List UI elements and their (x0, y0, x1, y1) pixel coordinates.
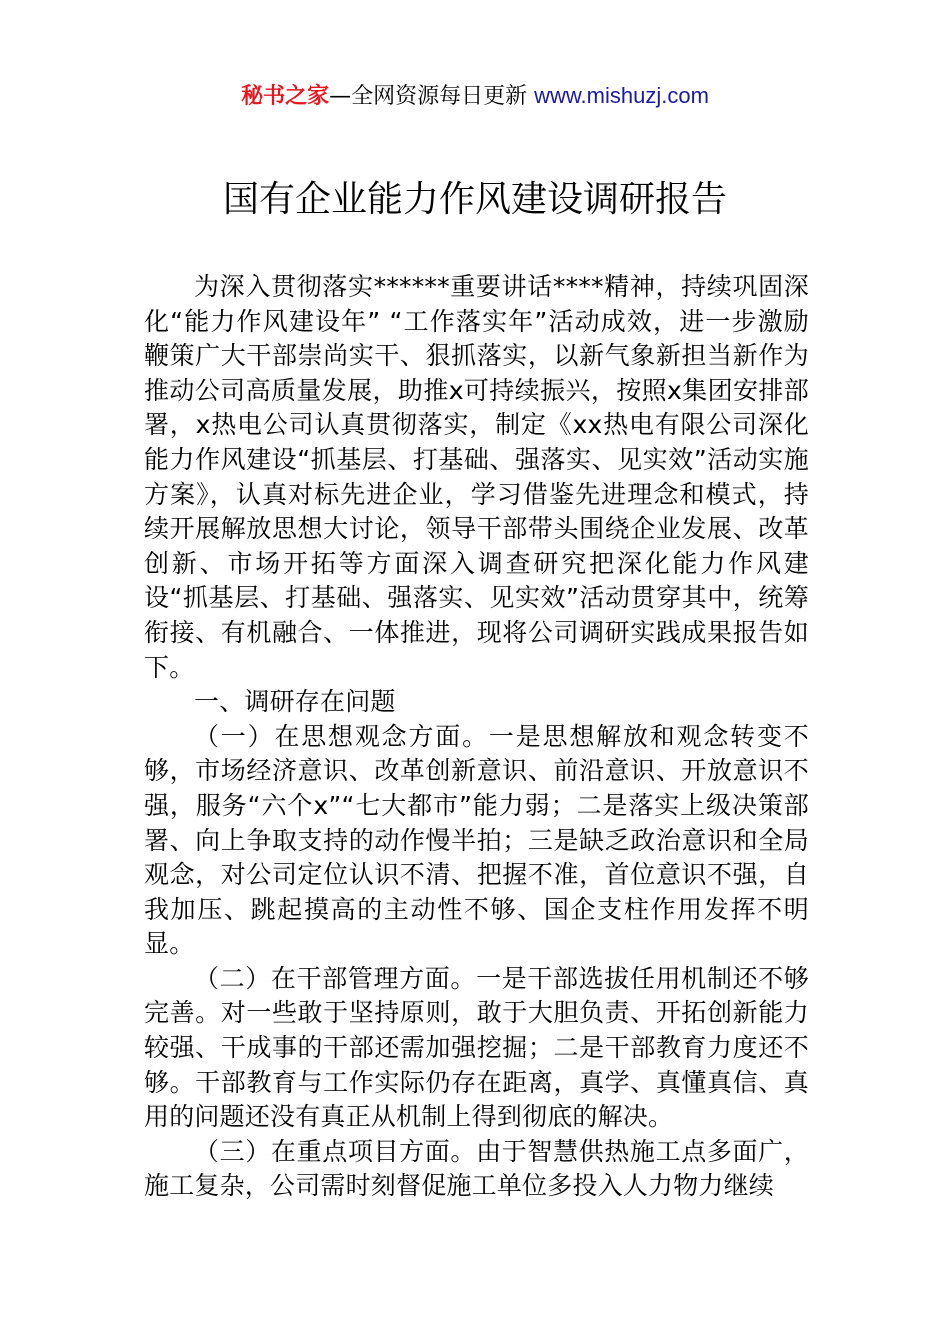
paragraph-cadre-management: （二）在干部管理方面。一是干部选拔任用机制还不够完善。对一些敢于坚持原则，敢于大胆负责、开拓创新能力较强、干成事的干部还需加强挖掘；二是干部教育力度还不够。干部教育与工作实际仍存在距离，真学、真懂真信、真用的问题还没有真正从机制上得到彻底的解决。 (144, 963, 809, 1132)
paragraph-key-projects: （三）在重点项目方面。由于智慧供热施工点多面广，施工复杂，公司需时刻督促施工单位多投入人力物力继续 (144, 1136, 809, 1201)
paragraph-intro: 为深入贯彻落实******重要讲话****精神，持续巩固深化“能力作风建设年” “工作落实年”活动成效，进一步激励鞭策广大干部崇尚实干、狠抓落实，以新气象新担当新作为推动公司高质量发展，助推x可持续振兴，按照x集团安排部署，x热电公司认真贯彻落实，制定《xx热电有限公司深化能力作风建设“抓基层、打基础、强落实、见实效”活动实施方案》，认真对标先进企业，学习借鉴先进理念和模式，持续开展解放思想大讨论，领导干部带头围绕企业发展、改革创新、市场开拓等方面深入调查研究把深化能力作风建设“抓基层、打基础、强落实、见实效”活动贯穿其中，统筹衔接、有机融合、一体推进，现将公司调研实践成果报告如下。 (144, 272, 809, 682)
paragraph-ideology: （一）在思想观念方面。一是思想解放和观念转变不够，市场经济意识、改革创新意识、前沿意识、开放意识不强，服务“六个x”“七大都市”能力弱；二是落实上级决策部署、向上争取支持的动作慢半拍；三是缺乏政治意识和全局观念，对公司定位认识不清、把握不准，首位意识不强，自我加压、跳起摸高的主动性不够、国企支柱作用发挥不明显。 (144, 721, 809, 959)
site-header (0, 80, 950, 113)
document-title: 国有企业能力作风建设调研报告 (222, 179, 727, 220)
site-url-link[interactable]: www.mishuzj.com (534, 83, 709, 108)
site-brand: 秘书之家 (241, 84, 330, 109)
document-body (144, 270, 809, 1204)
site-tagline: —全网资源每日更新 (329, 84, 535, 109)
section-heading-problems: 一、调研存在问题 (194, 687, 396, 717)
